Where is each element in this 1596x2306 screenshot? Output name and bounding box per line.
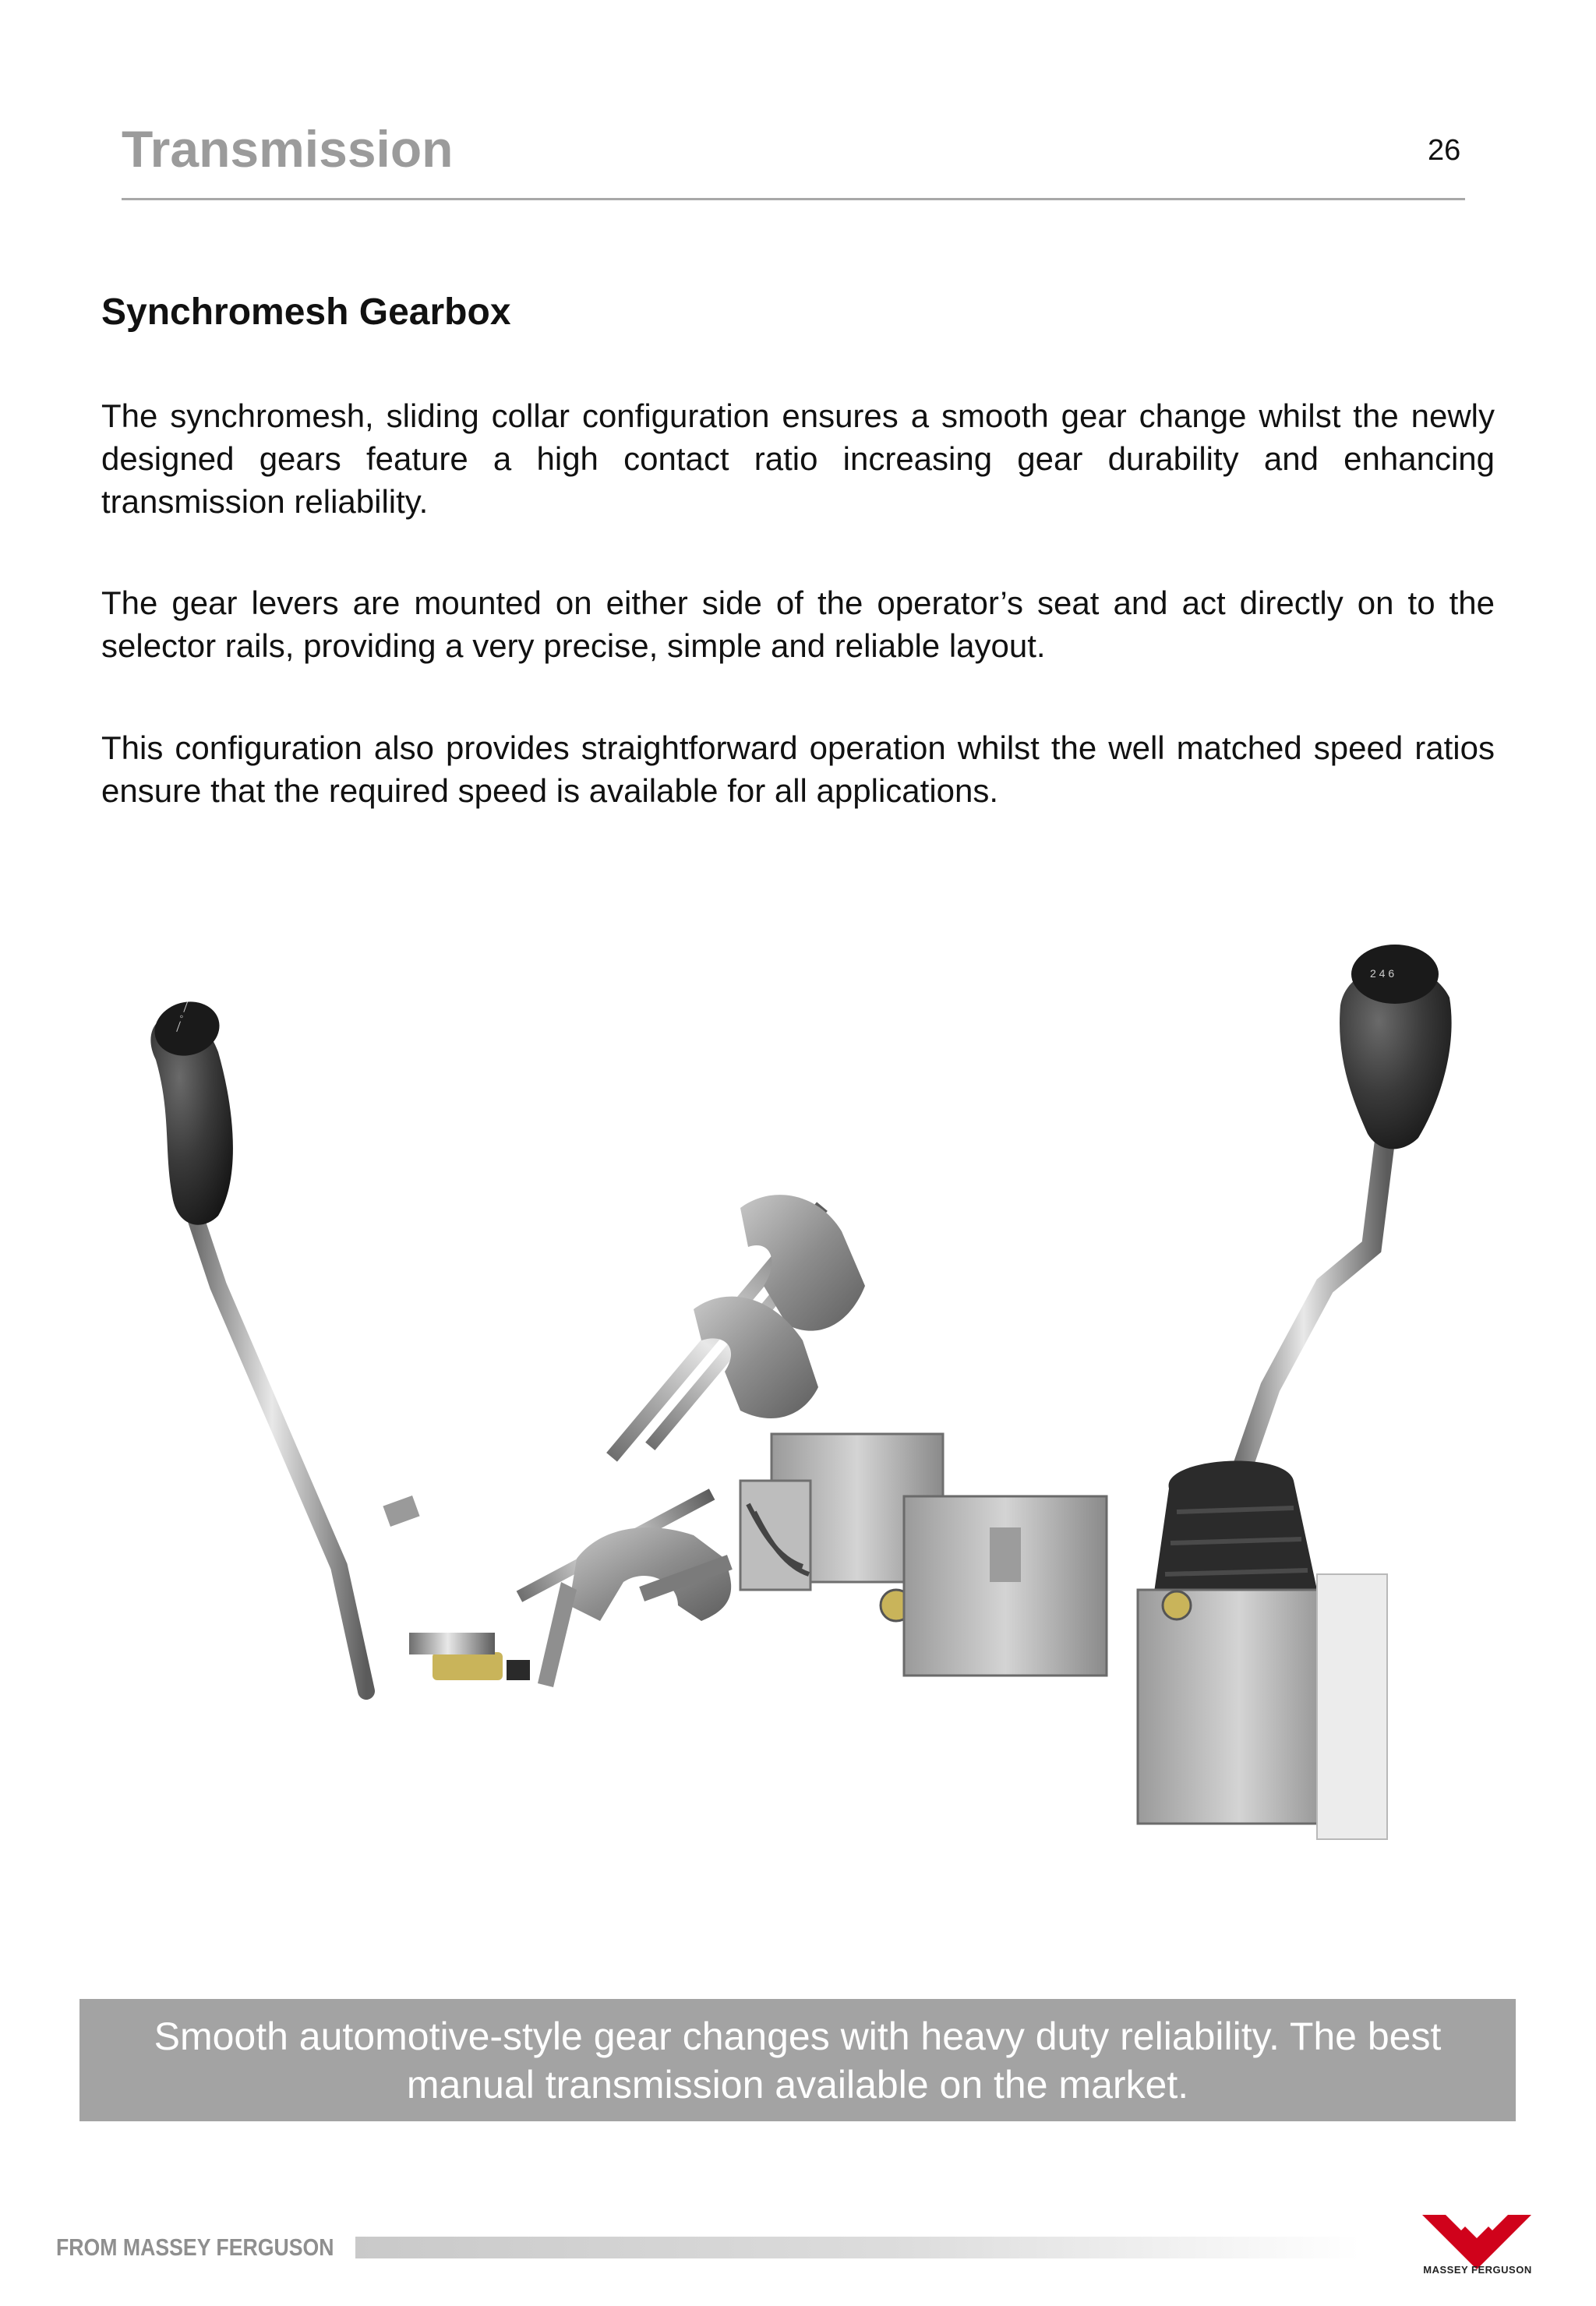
body-paragraph: This configuration also provides straightforward operation whilst the well matched speed ratios ensure that the required speed is available for all applications. (101, 729, 1495, 809)
right-gear-lever (1138, 945, 1452, 1839)
svg-text:— ◦ —: — ◦ — (169, 999, 192, 1034)
body-paragraph: The gear levers are mounted on either side of the operator’s seat and act directly on to the selector rails, providing a very precise, simple and reliable layout. (101, 584, 1495, 664)
body-paragraph: The synchromesh, sliding collar configuration ensures a smooth gear change whilst the newly designed gears feature a high contact ratio increasing gear durability and enhancing transmission reliability. (101, 397, 1495, 520)
header-divider (122, 198, 1465, 200)
footer-brand-text: FROM MASSEY FERGUSON (56, 2234, 334, 2261)
caption-text: Smooth automotive-style gear changes with heavy duty reliability. The best manual transmission available on the market. (154, 2014, 1442, 2106)
left-selector-fork (517, 1488, 733, 1687)
gear-lever-assembly-illustration (101, 920, 1520, 1964)
footer-logo-text: MASSEY FERGUSON (1423, 2264, 1532, 2276)
caption-box (79, 1999, 1516, 2121)
page-number: 26 (1428, 134, 1461, 167)
section-heading: Synchromesh Gearbox (101, 291, 511, 333)
footer-divider-bar (355, 2237, 1361, 2258)
page-title: Transmission (122, 120, 454, 178)
svg-text:2 4 6: 2 4 6 (1370, 967, 1395, 980)
left-gear-lever (149, 994, 530, 1691)
